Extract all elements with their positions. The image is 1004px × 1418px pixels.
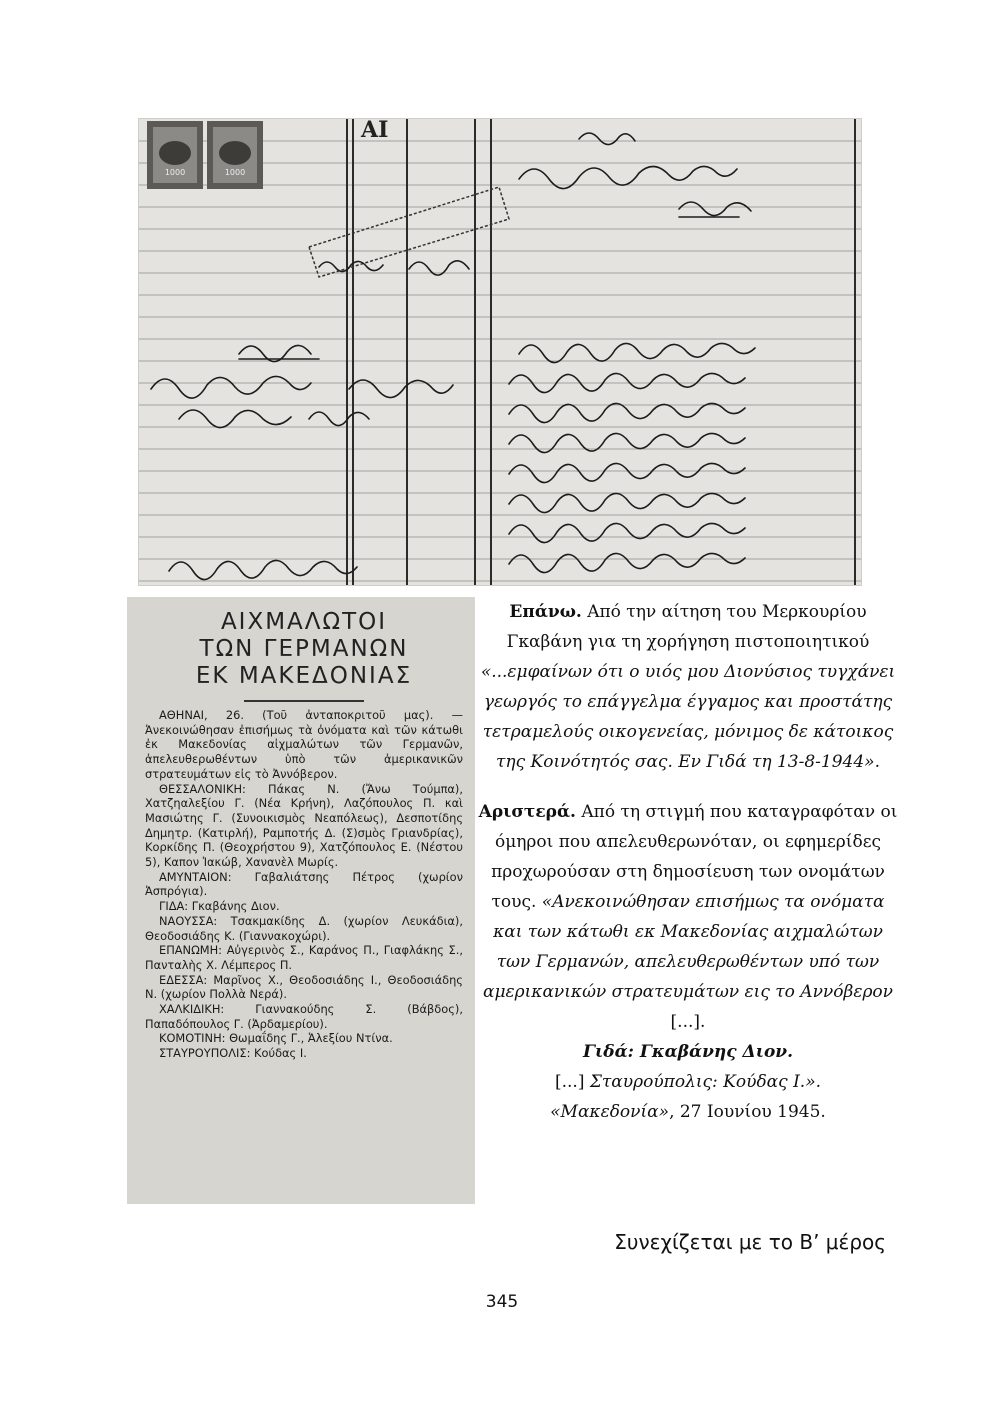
clipping-paragraph: ΣΤΑΥΡΟΥΠΟΛΙΣ: Κούδας Ι. bbox=[159, 1046, 307, 1061]
clipping-paragraph: ΚΟΜΟΤΙΝΗ: Θωμαΐδης Γ., Ἀλεξίου Ντίνα. bbox=[159, 1031, 393, 1046]
clipping-paragraph: ΓΙΔΑ: Γκαβάνης Διον. bbox=[159, 899, 280, 914]
newspaper-clipping bbox=[127, 597, 475, 1204]
clipping-title-line: ΑΙΧΜΑΛΩΤΟΙ bbox=[220, 609, 388, 635]
caption-paragraph-left bbox=[478, 797, 898, 1127]
clipping-title-line: ΕΚ ΜΑΚΕΔΟΝΙΑΣ bbox=[195, 663, 413, 689]
caption-quote: «Ανεκοινώθησαν επισήμως τα ονόματα και των κάτωθι εκ Μακεδονίας αιχμαλώτων των Γερμανών, απελευθερωθέντων υπό των αμερικανικών στρατευμάτων εις το Αννόβερον bbox=[482, 892, 894, 1002]
revenue-stamps bbox=[147, 121, 263, 189]
clipping-paragraph: ΕΔΕΣΣΑ: Μαρῖνος Χ., Θεοδοσιάδης Ι., Θεοδοσιάδης Ν. (χωρίον Πολλὰ Νερά). bbox=[145, 972, 463, 1002]
clipping-paragraph: ΘΕΣΣΑΛΟΝΙΚΗ: Πάκας Ν. (Ἄνω Τούμπα), Χατζηαλεξίου Γ. (Νέα Κρήνη), Λαζόπουλος Π. καὶ Μασιώτης Γ. (Συνοικισμὸς Νεαπόλεως), Δεσποτίδης Δημητρ. (Κατιρλή), Ραμποτής Δ. (Σ)σμὸς Γριανδρίας), Κορκίδης Π. (Θεοχρήστου 9), Χατζόπουλος Ε. (Νέστου 5), Καπον Ἰακώβ, Χανανὲλ Μωρίς. bbox=[145, 781, 463, 870]
caption-quote: «...εμφαίνων ότι ο υιός μου Διονύσιος τυγχάνει γεωργός το επάγγελμα έγγαμος και προστάτης τετραμελούς οικογενείας, μόνιμος δε κάτοικος της Κοινότητός σας. Εν Γιδά τη 13-8-1944». bbox=[480, 662, 896, 772]
caption-quote-end: Σταυρούπολις: Κούδας Ι.». bbox=[589, 1072, 822, 1092]
clipping-title-line: ΤΩΝ ΓΕΡΜΑΝΩΝ bbox=[199, 636, 409, 662]
caption-ellipsis: [...]. bbox=[670, 1012, 706, 1032]
clipping-rule bbox=[244, 700, 364, 702]
caption-paragraph-above bbox=[478, 597, 898, 777]
caption-lead-above: Επάνω. bbox=[509, 602, 582, 622]
clipping-paragraph: ΝΑΟΥΣΣΑ: Τσακμακίδης Δ. (χωρίον Λευκάδια), Θεοδοσιάδης Κ. (Γιαννακοχώρι). bbox=[145, 913, 463, 943]
caption-bold-quote: Γιδά: Γκαβάνης Διον. bbox=[582, 1042, 794, 1062]
clipping-body bbox=[145, 708, 463, 1061]
clipping-paragraph: ΑΘΗΝΑΙ, 26. (Τοῦ ἀνταποκριτοῦ μας). — Ἀνεκοινώθησαν ἐπισήμως τὰ ὀνόματα καὶ τῶν κάτωθι ἐκ Μακεδονίας αἰχμαλώτων τῶν Γερμανῶν, ἀπελευθερωθέντων ὑπὸ τῶν ἀμερικανικῶν στρατευμάτων εἰς τὸ Ἀννόβερον. bbox=[145, 708, 463, 781]
caption-ellipsis: [...] bbox=[554, 1072, 590, 1092]
caption-source-date: , 27 Ιουνίου 1945. bbox=[669, 1102, 826, 1122]
clipping-paragraph: ΧΑΛΚΙΔΙΚΗ: Γιαννακούδης Σ. (Βάβδος), Παπαδόπουλος Γ. (Ἀρδαμερίου). bbox=[145, 1002, 463, 1031]
continues-note: Συνεχίζεται με το Β’ μέρος bbox=[614, 1230, 886, 1254]
document-drawing bbox=[139, 119, 861, 585]
page-number: 345 bbox=[485, 1292, 519, 1312]
caption-lead-left: Αριστερά. bbox=[478, 802, 576, 822]
caption-source-title: «Μακεδονία» bbox=[550, 1102, 670, 1122]
svg-text:ΑΙ: ΑΙ bbox=[361, 119, 389, 143]
clipping-title bbox=[145, 609, 463, 690]
svg-text:1000: 1000 bbox=[224, 168, 246, 177]
clipping-paragraph: ΕΠΑΝΩΜΗ: Αὐγερινὸς Σ., Καράνος Π., Γιαφλάκης Σ., Πανταλὴς Χ. Λέμπερος Π. bbox=[145, 943, 463, 972]
caption-text: Από τη στιγμή που καταγραφόταν οι όμηροι που απελευθερωνόταν, οι εφημερίδες προχωρούσαν στη δημοσίευση των ονομάτων τους. bbox=[491, 802, 898, 912]
clipping-paragraph: ΑΜΥΝΤΑΙΟΝ: Γαβαλιάτσης Πέτρος (χωρίον Ἀσπρόγια). bbox=[145, 869, 463, 899]
caption-block bbox=[478, 597, 898, 1127]
svg-text:1000: 1000 bbox=[164, 168, 186, 177]
handwritten-document-photo bbox=[138, 118, 862, 586]
caption-text: Από την αίτηση του Μερκουρίου Γκαβάνη για τη χορήγηση πιστοποιητικού bbox=[506, 602, 870, 652]
